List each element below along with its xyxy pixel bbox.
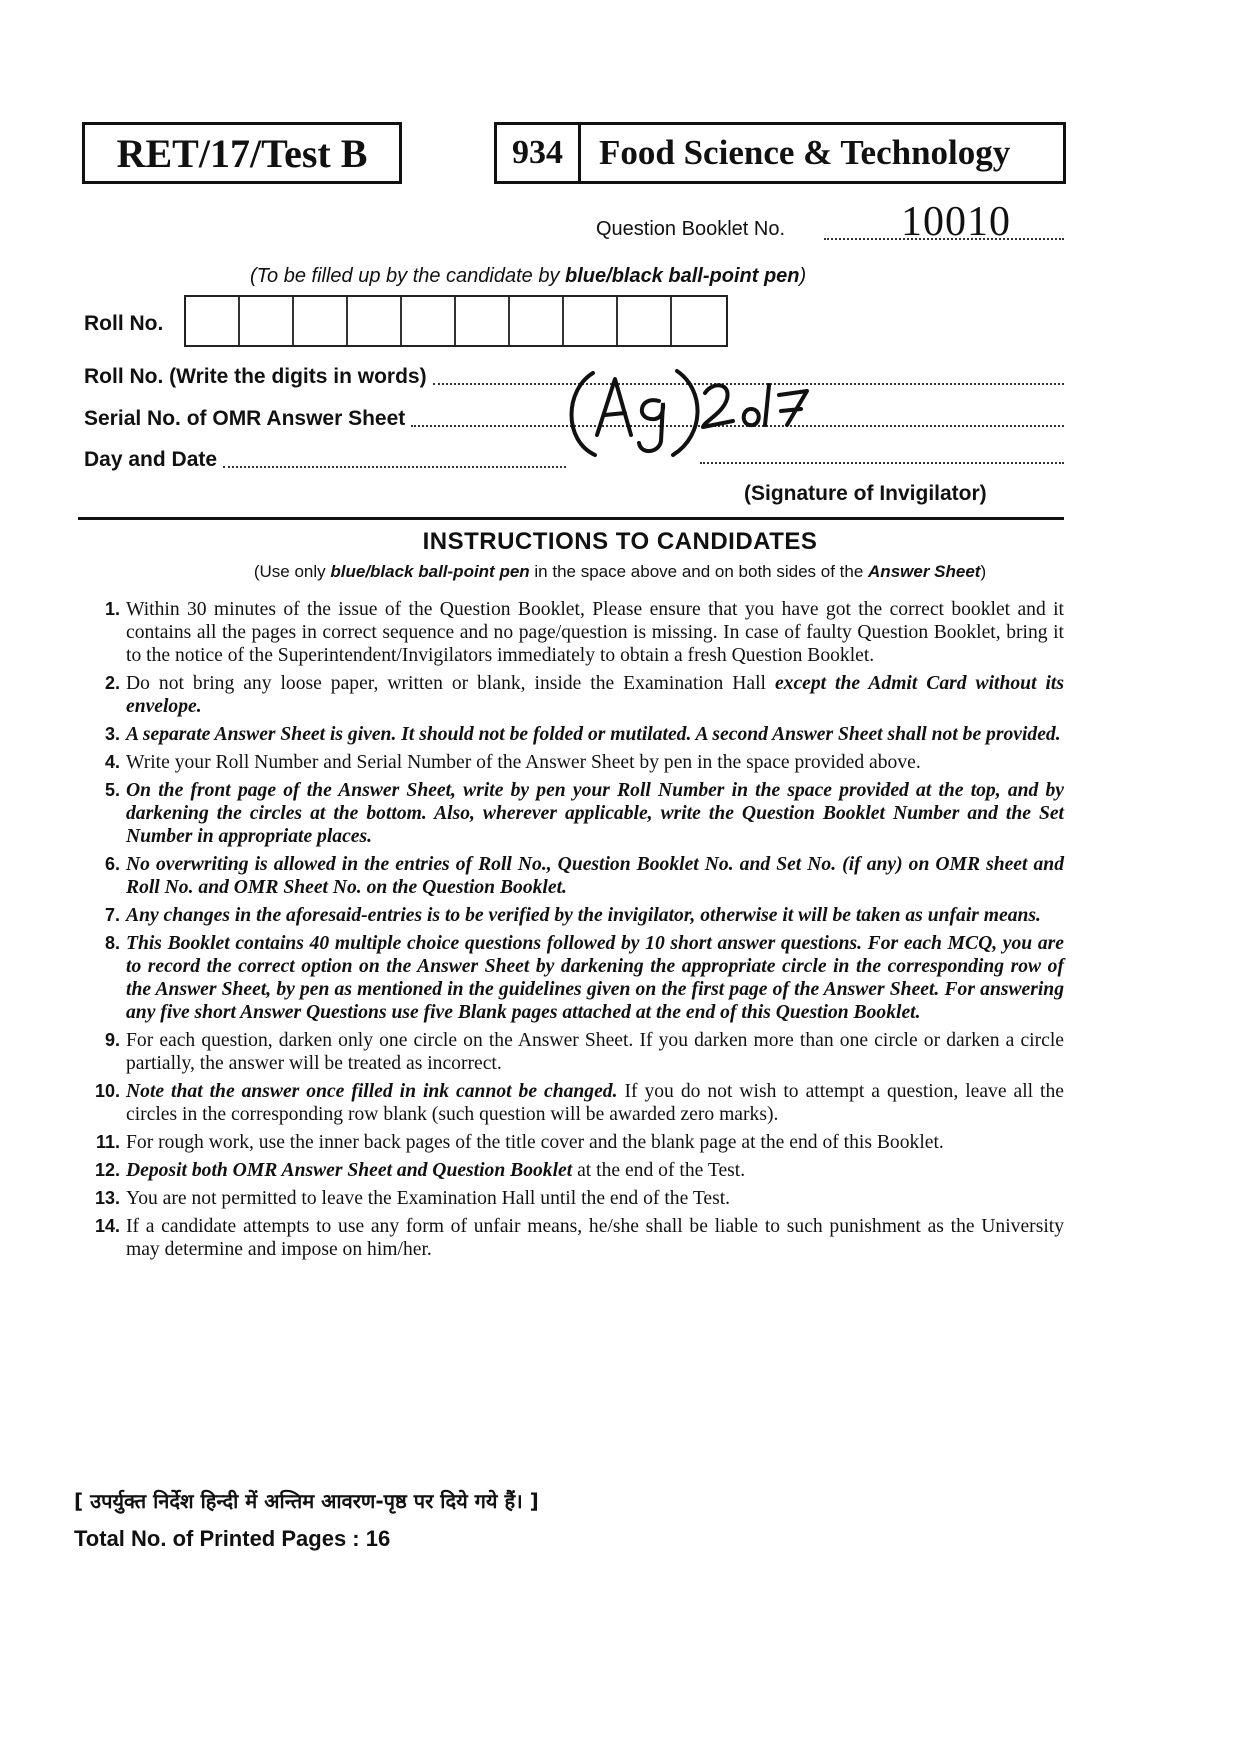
roll-digit-box[interactable] [672,297,726,345]
instructions-subtitle-prefix: (Use only [253,562,331,581]
instruction-text: For each question, darken only one circle on the Answer Sheet. If you darken more than one circle or darken a circle partially, the answer will be treated as incorrect. [126,1030,1064,1074]
invigilator-signature-label: (Signature of Invigilator) [744,482,987,505]
roll-digit-box[interactable] [186,297,240,345]
instructions-subtitle-emphasis-pen: blue/black ball-point pen [330,562,530,581]
roll-no-words-label: Roll No. (Write the digits in words) [84,365,427,388]
test-code-box [82,122,402,184]
roll-digit-box[interactable] [618,297,672,345]
candidate-note-suffix: ) [799,265,807,287]
instruction-text: Write your Roll Number and Serial Number of the Answer Sheet by pen in the space provided above. [126,752,921,773]
subject-name: Food Science & Technology [599,133,1011,172]
header-divider [78,517,1064,520]
instruction-number: 13. [94,1188,120,1208]
instructions-list [84,598,1064,1266]
instruction-item [84,1215,1064,1261]
total-printed-pages: Total No. of Printed Pages : 16 [74,1526,391,1551]
roll-no-grid [184,295,728,347]
booklet-number-label: Question Booklet No. [596,218,785,240]
instruction-emphasis: On the front page of the Answer Sheet, write by pen your Roll Number in the space provided at the top, and by darkening the circles at the bottom. Also, wherever applicable, write the Question Booklet Number and the Set Number in appropriate places. [126,780,1064,847]
instruction-item [84,1080,1064,1126]
booklet-number: 10010 [901,199,1011,245]
instruction-text: If a candidate attempts to use any form of unfair means, he/she shall be liable to such punishment as the University may determine and impose on him/her. [126,1216,1064,1260]
instruction-item [84,853,1064,899]
subject-box [494,122,1066,184]
day-date-dotted-line [223,466,566,468]
instruction-item [84,932,1064,1024]
roll-digit-box[interactable] [456,297,510,345]
instruction-text: For rough work, use the inner back pages of the title cover and the blank page at the end of this Booklet. [126,1132,944,1153]
test-code: RET/17/Test B [116,130,368,176]
instructions-subtitle-emphasis-sheet: Answer Sheet [868,562,981,581]
instruction-number: 5. [104,780,120,800]
candidate-fill-note [250,265,806,288]
instruction-emphasis: No overwriting is allowed in the entries of Roll No., Question Booklet No. and Set No. (if any) on OMR sheet and Roll No. and OMR Sheet No. on the Question Booklet. [126,854,1064,898]
instruction-item [84,723,1064,746]
candidate-note-prefix: (To be filled up by the candidate by [250,265,566,287]
handwritten-annotation [555,355,815,465]
instruction-number: 7. [104,905,120,925]
instructions-subtitle-middle: in the space above and on both sides of the [529,562,869,581]
roll-digit-box[interactable] [510,297,564,345]
roll-digit-box[interactable] [564,297,618,345]
roll-digit-box[interactable] [348,297,402,345]
instruction-emphasis: This Booklet contains 40 multiple choice questions followed by 10 short answer questions. For each MCQ, you are to record the correct option on the Answer Sheet by darkening the appropriate circle in the corresponding row of the Answer Sheet, by pen as mentioned in the guidelines given on the first page of the Answer Sheet. For answering any five short Answer Questions use five Blank pages attached at the end of this Question Booklet. [126,933,1064,1023]
instruction-text: If you do not wish to attempt a question, leave all the circles in the corresponding row blank (such question will be awarded zero marks). [126,1081,1064,1125]
instruction-item [84,1187,1064,1210]
instruction-text: Do not bring any loose paper, written or blank, inside the Examination Hall [126,673,775,694]
instruction-number: 6. [104,854,120,874]
instruction-item [84,1131,1064,1154]
instruction-item [84,904,1064,927]
instruction-number: 8. [104,933,120,953]
instruction-emphasis: Deposit both OMR Answer Sheet and Question Booklet [126,1160,573,1181]
instruction-text: Within 30 minutes of the issue of the Question Booklet, Please ensure that you have got the correct booklet and it contains all the pages in correct sequence and no page/question is missing. In case of faulty Question Booklet, bring it to the notice of the Superintendent/Invigilators immediately to obtain a fresh Question Booklet. [126,599,1064,666]
roll-digit-box[interactable] [402,297,456,345]
instruction-number: 11. [95,1132,120,1152]
instruction-number: 12. [94,1160,120,1180]
instruction-item [84,1159,1064,1182]
day-date-field[interactable] [84,448,566,472]
subject-code: 934 [497,125,581,181]
instruction-number: 1. [104,599,120,619]
instruction-text: at the end of the Test. [572,1160,746,1181]
roll-no-label: Roll No. [84,312,164,335]
instruction-emphasis: A separate Answer Sheet is given. It should not be folded or mutilated. A second Answer Sheet shall not be provided. [126,724,1061,745]
roll-digit-box[interactable] [240,297,294,345]
instructions-title: INSTRUCTIONS TO CANDIDATES [422,528,818,555]
instruction-emphasis: Note that the answer once filled in ink cannot be changed. [126,1081,618,1102]
instructions-subtitle-suffix: ) [980,562,987,581]
instruction-number: 2. [104,673,120,693]
roll-digit-box[interactable] [294,297,348,345]
instruction-number: 4. [104,752,120,772]
instruction-item [84,598,1064,667]
instruction-item [84,779,1064,848]
omr-serial-label: Serial No. of OMR Answer Sheet [84,407,406,430]
instruction-item [84,672,1064,718]
instruction-text: You are not permitted to leave the Examination Hall until the end of the Test. [126,1188,731,1209]
instructions-subtitle [0,562,1240,582]
instruction-number: 9. [104,1030,120,1050]
question-booklet-number-line [596,200,1064,244]
instruction-number: 10. [94,1081,120,1101]
day-date-label: Day and Date [84,448,218,471]
instruction-emphasis: except the Admit Card without its envelope. [126,673,1064,717]
candidate-note-emphasis: blue/black ball-point pen [565,265,800,287]
hindi-instructions-note: [ उपर्युक्त निर्देश हिन्दी में अन्तिम आवरण-पृष्ठ पर दिये गये हैं। ] [74,1489,539,1513]
instruction-item [84,1029,1064,1075]
instruction-number: 14. [94,1216,120,1236]
instruction-number: 3. [104,724,120,744]
instruction-emphasis: Any changes in the aforesaid-entries is to be verified by the invigilator, otherwise it will be taken as unfair means. [126,905,1041,926]
instruction-item [84,751,1064,774]
